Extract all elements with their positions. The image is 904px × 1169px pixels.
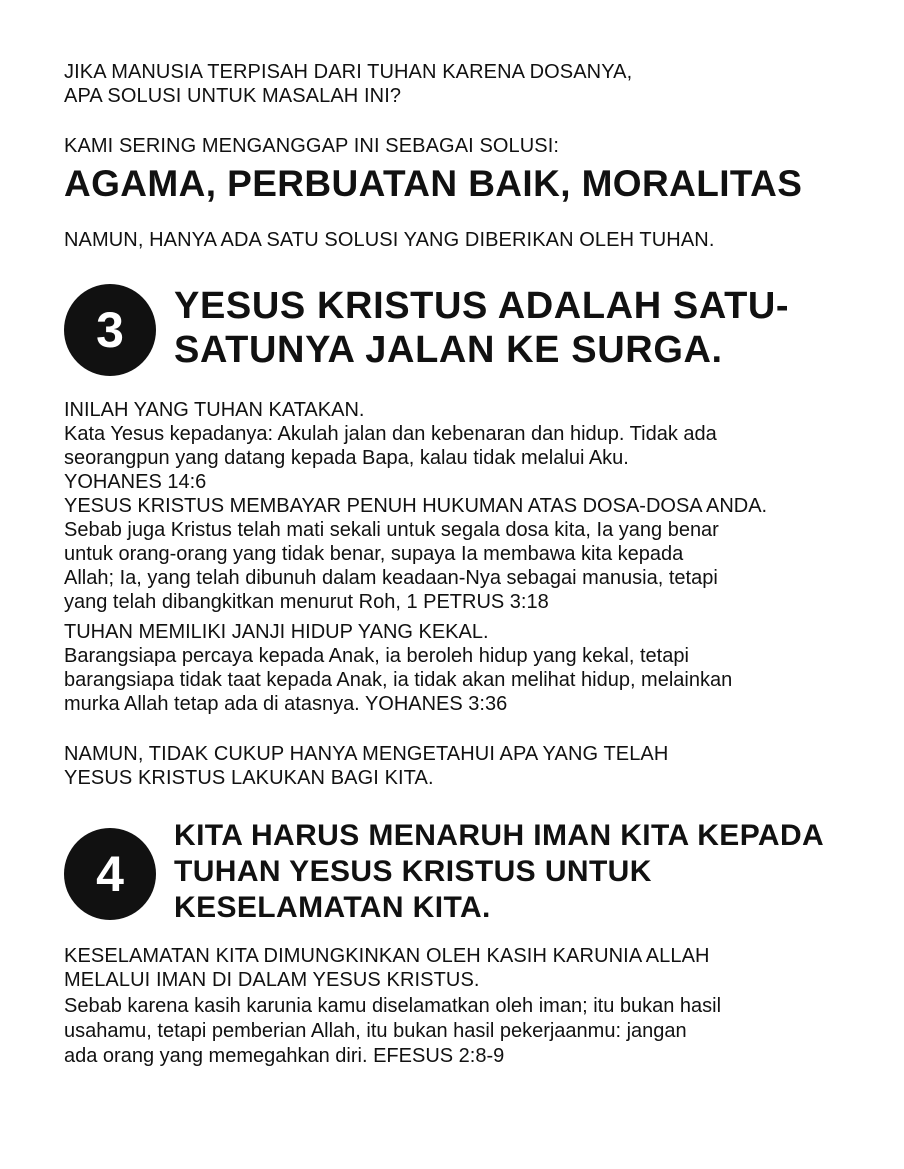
point-4-heading	[174, 818, 824, 926]
not-enough-line-1: NAMUN, TIDAK CUKUP HANYA MENGETAHUI APA YANG TELAH	[64, 743, 669, 765]
point-3-body-line: murka Allah tetap ada di atasnya. YOHANES 3:36	[64, 693, 508, 715]
point-4-body-line: KESELAMATAN KITA DIMUNGKINKAN OLEH KASIH KARUNIA ALLAH	[64, 945, 710, 967]
point-3-heading-line-1: YESUS KRISTUS ADALAH SATU-	[174, 285, 790, 327]
point-4-heading-line-2: TUHAN YESUS KRISTUS UNTUK	[174, 855, 652, 888]
point-4-body-line: Sebab karena kasih karunia kamu diselamatkan oleh iman; itu bukan hasil	[64, 995, 722, 1017]
point-4-number-badge	[64, 828, 156, 920]
point-3-number-badge	[64, 284, 156, 376]
intro-only-one-solution: NAMUN, HANYA ADA SATU SOLUSI YANG DIBERIKAN OLEH TUHAN.	[64, 229, 715, 251]
point-3-number: 3	[96, 302, 124, 358]
point-3-body-line: Barangsiapa percaya kepada Anak, ia beroleh hidup yang kekal, tetapi	[64, 645, 689, 667]
intro-question-line-2: APA SOLUSI UNTUK MASALAH INI?	[64, 85, 402, 107]
false-solutions-heading: AGAMA, PERBUATAN BAIK, MORALITAS	[64, 163, 803, 204]
point-4-body-line: usahamu, tetapi pemberian Allah, itu bukan hasil pekerjaanmu: jangan	[64, 1020, 687, 1042]
point-3-body-line: INILAH YANG TUHAN KATAKAN.	[64, 399, 365, 421]
point-4-heading-line-1: KITA HARUS MENARUH IMAN KITA KEPADA	[174, 819, 825, 852]
point-4-heading-line-3: KESELAMATAN KITA.	[174, 891, 491, 924]
point-3-body-line: YESUS KRISTUS MEMBAYAR PENUH HUKUMAN ATAS DOSA-DOSA ANDA.	[64, 495, 768, 517]
point-3-body-line: YOHANES 14:6	[64, 471, 207, 493]
point-3-body-line: TUHAN MEMILIKI JANJI HIDUP YANG KEKAL.	[64, 621, 489, 643]
point-3-body-line: barangsiapa tidak taat kepada Anak, ia tidak akan melihat hidup, melainkan	[64, 669, 733, 691]
point-4-number: 4	[96, 846, 124, 902]
point-3-body-line: untuk orang-orang yang tidak benar, supaya Ia membawa kita kepada	[64, 543, 684, 565]
point-3-body-line: Sebab juga Kristus telah mati sekali untuk segala dosa kita, Ia yang benar	[64, 519, 719, 541]
intro-question-line-1: JIKA MANUSIA TERPISAH DARI TUHAN KARENA DOSANYA,	[64, 61, 633, 83]
point-3-heading-line-2: SATUNYA JALAN KE SURGA.	[174, 329, 723, 371]
point-3-body-line: seorangpun yang datang kepada Bapa, kalau tidak melalui Aku.	[64, 447, 629, 469]
not-enough-line-2: YESUS KRISTUS LAKUKAN BAGI KITA.	[64, 767, 434, 789]
point-3-heading	[174, 284, 789, 372]
point-3-body-line: Allah; Ia, yang telah dibunuh dalam keadaan-Nya sebagai manusia, tetapi	[64, 567, 718, 589]
point-4-body-line: MELALUI IMAN DI DALAM YESUS KRISTUS.	[64, 969, 480, 991]
point-3-body-line: Kata Yesus kepadanya: Akulah jalan dan kebenaran dan hidup. Tidak ada	[64, 423, 717, 445]
point-4-body-line: ada orang yang memegahkan diri. EFESUS 2:8-9	[64, 1045, 505, 1067]
intro-often-think: KAMI SERING MENGANGGAP INI SEBAGAI SOLUSI:	[64, 135, 560, 157]
point-3-body-line: yang telah dibangkitkan menurut Roh, 1 PETRUS 3:18	[64, 591, 549, 613]
